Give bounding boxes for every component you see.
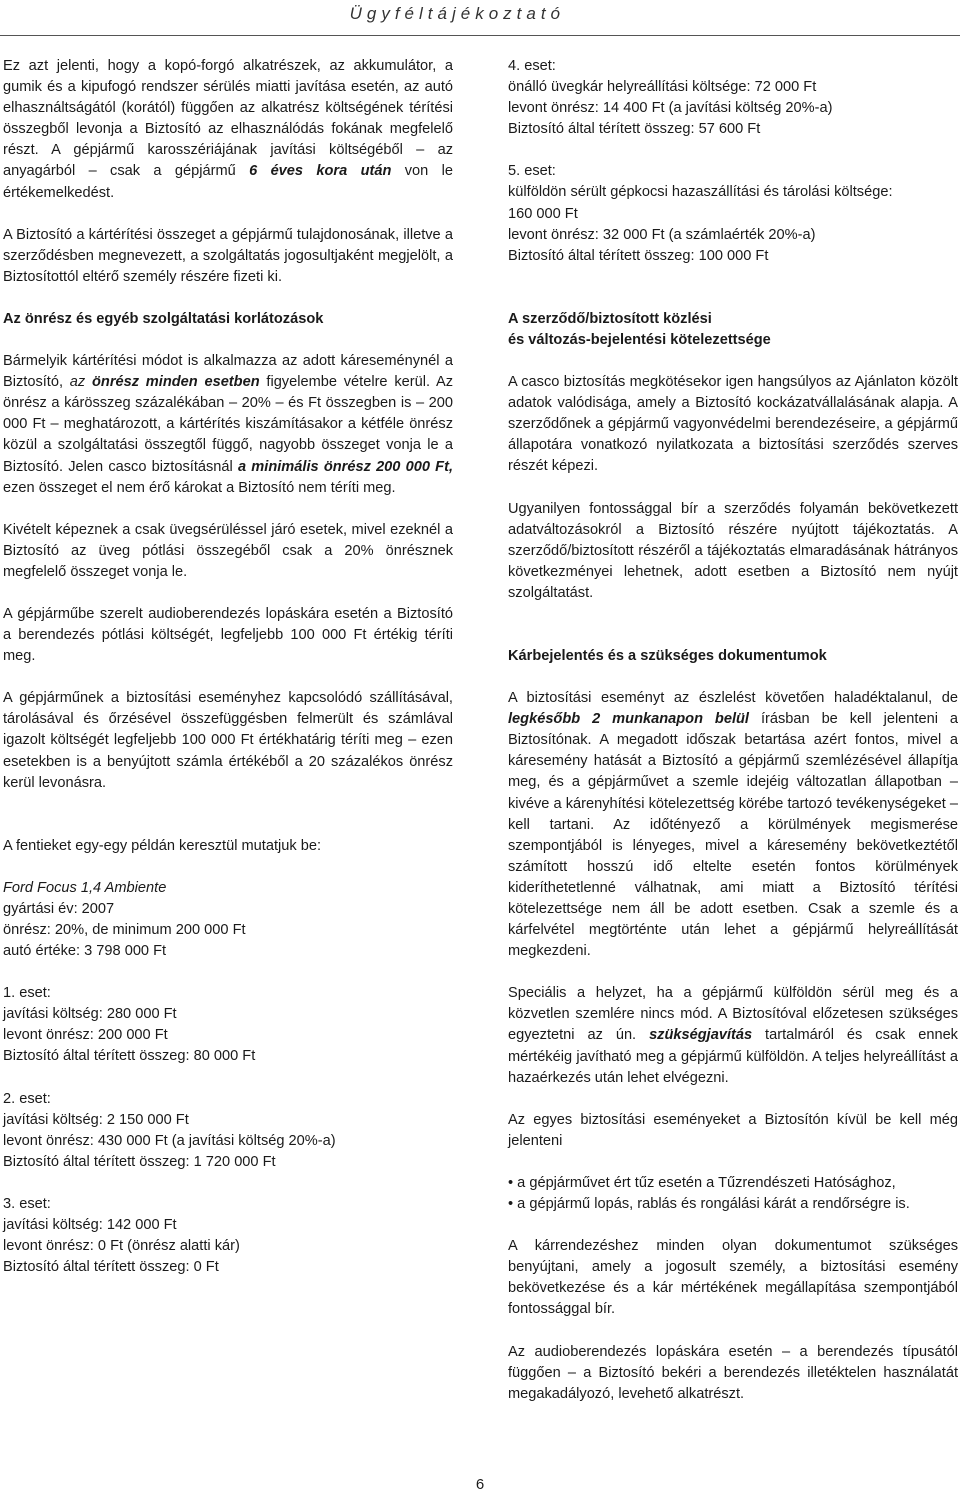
paragraph: Ugyanilyen fontossággal bír a szerződés folyamán bekövetkezett adatváltozásokról a Biztosító részére nyújtott tájékoztatás. A szerződő/biztosított részéről a tájékoztatás elmaradásának hátrányos következményei lehetnek, adott esetben a Biztosító nem nyújt szolgáltatást. [508, 500, 958, 601]
example-case-2: 2. eset: javítási költség: 2 150 000 Ft levont önrész: 430 000 Ft (a javítási költség 20%-a) Biztosító által térített összeg: 1 720 000 Ft [3, 1090, 336, 1170]
paragraph: Ez azt jelenti, hogy a kopó-forgó alkatrészek, az akkumulátor, a gumik és a kipufogó rendszer sérülés miatti javítása esetén, az autó elhasználtságától (korától) függően az alkatrész költségének térítési összegből levonja a Biztosító az elhasználódás fokának megfelelő részt. A gépjármű karosszériájának javítási költségéből – az anyagárból – csak a gépjármű 6 éves kora után von le értékemelkedést. [3, 58, 453, 201]
list-item: • a gépjármű lopás, rablás és rongálási kárát a rendőrségre is. [508, 1196, 910, 1213]
emphasis: önrész minden esetben [91, 374, 260, 391]
emphasis: szükségjavítás [649, 1027, 753, 1044]
paragraph: A Biztosító a kártérítési összeget a gépjármű tulajdonosának, illetve a szerződésben megnevezett, a szolgáltatás jogosultjaként megjelölt, a Biztosítottól eltérő személy részére fizeti ki. [3, 226, 453, 285]
emphasis: a minimális önrész 200 000 Ft, [237, 458, 454, 475]
right-column [508, 56, 958, 1426]
example-case-5: 5. eset: külföldön sérült gépkocsi hazaszállítási és tárolási költsége: 160 000 Ft levont önrész: 32 000 Ft (a számlaérték 20%-a) Biztosító által térített összeg: 100 000 Ft [508, 163, 893, 264]
list-item: • a gépjárművet ért tűz esetén a Tűzrendészeti Hatósághoz, [508, 1174, 896, 1191]
section-heading: Az önrész és egyéb szolgáltatási korlátozások [3, 310, 324, 327]
paragraph: A fentieket egy-egy példán keresztül mutatjuk be: [3, 837, 322, 854]
paragraph: A biztosítási eseményt az észlelést követően haladéktalanul, de legkésőbb 2 munkanapon belül írásban be kell jelenteni a Biztosítónak. A megadott időszak betartása azért fontos, mivel a káresemény hatását a Biztosító a gépjármű szemlézésével állapítja meg, és a gépjárművet a szemle idejéig változatlan állapotban – kivéve a kárenyhítési kötelezettség körébe tartozó tevékenységeket – kell tartani. Az időtényező a körülmények megismerése szempontjából is lényeges, mivel a káresemény bekövetkeztétől számított hosszú idő elteltе esetén fontos körülmények kideríthetetlenné válhatnak, ami miatt a Biztosító térítési kötelezettsége nem áll be adott esetben. Csak a szemle és a kárfelvétel megtörténte után lehet a gépjármű helyreállítását megkezdeni. [508, 690, 959, 960]
header-title: Ügyféltájékoztató [349, 4, 565, 23]
paragraph: A gépjárműbe szerelt audioberendezés lopáskára esetén a Biztosító a berendezés pótlási költségét, legfeljebb 100 000 Ft értékig téríti meg. [3, 605, 453, 665]
paragraph: A kárrendezéshez minden olyan dokumentumot szükséges benyújtani, amely a jogosult személy, a biztosítási esemény bekövetkezése és a kár mértékének megállapítása szempontjából fontossággal bír. [508, 1238, 958, 1318]
section-heading: Kárbejelentés és a szükséges dokumentumok [508, 647, 827, 664]
example-case-1: 1. eset: javítási költség: 280 000 Ft levont önrész: 200 000 Ft Biztosító által térített összeg: 80 000 Ft [3, 985, 256, 1065]
paragraph: Az audioberendezés lopáskára esetén – a berendezés típusától függően – a Biztosító bekéri a berendezés illetéktelen használatát megakadályozó, levehető alkatrészt. [508, 1343, 958, 1402]
left-column [3, 56, 453, 1299]
example-case-3: 3. eset: javítási költség: 142 000 Ft levont önrész: 0 Ft (önrész alatti kár) Biztosító által térített összeg: 0 Ft [3, 1195, 240, 1276]
example-case-4: 4. eset: önálló üvegkár helyreállítási költsége: 72 000 Ft levont önrész: 14 400 Ft (a javítási költség 20%-a) Biztosító által térített összeg: 57 600 Ft [508, 58, 833, 138]
paragraph: Speciális a helyzet, ha a gépjármű külföldön sérül meg és a közvetlen szemlére nincs mód. A Biztosítóval előzetesen szükséges egyeztetni az ún. szükségjavítás tartalmáról és csak ennek mértékéig javítható meg a gépjármű külföldön. A teljes helyreállítást a hazaérkezés után lehet elvégezni. [508, 985, 958, 1086]
bullet-list [508, 1173, 958, 1215]
example-car: Ford Focus 1,4 Ambiente gyártási év: 2007 önrész: 20%, de minimum 200 000 Ft autó értéke: 3 798 000 Ft [3, 879, 246, 960]
page-number: 6 [475, 1476, 485, 1493]
paragraph: A gépjárműnek a biztosítási eseményhez kapcsolódó szállításával, tárolásával és őrzésével összefüggésben felmerült és számlával igazolt költségét legfeljebb 100 000 Ft értékhatárig téríti meg – ezen esetekben is a benyújtott számla értékéből a 20 százalékos önrész kerül levonásra. [3, 690, 453, 791]
paragraph: A casco biztosítás megkötésekor igen hangsúlyos az Ajánlaton közölt adatok valódisága, amely a Biztosító kockázatvállalásának alapja. A szerződőnek a gépjármű vagyonvédelmi berendezéseire, a gépjármű állapotára vonatkozó nyilatkozata a biztosítási szerződés szerves részét képezi. [508, 374, 958, 475]
paragraph: Kivételt képeznek a csak üvegsérüléssel járó esetek, mivel ezeknél a Biztosító az üveg pótlási összegéből csak a 20% önrésznek megfelelő összeget vonja le. [3, 521, 453, 580]
emphasis: 6 éves kora után [249, 163, 392, 180]
emphasis: legkésőbb 2 munkanapon belül [508, 711, 749, 728]
header-divider [0, 35, 960, 36]
paragraph: Az egyes biztosítási eseményeket a Biztosítón kívül be kell még jelenteni [508, 1111, 958, 1149]
paragraph: Bármelyik kártérítési módot is alkalmazza az adott káreseménynél a Biztosító, az önrész minden esetben figyelembe vételre kerül. Az önrész a kárösszeg százalékában – 20% – és Ft összegben is – 200 000 Ft – meghatározott, a kártérítés kiszámításakor a kétféle önrész közül a szolgáltatási összegtől függő, nagyobb összeget vonja le a Biztosító. Jelen casco biztosításnál a minimális önrész 200 000 Ft, ezen összeget el nem érő károkat a Biztosító nem téríti meg. [3, 353, 454, 496]
section-heading: A szerződő/biztosított közlési és változás-bejelentési kötelezettsége [508, 310, 771, 348]
